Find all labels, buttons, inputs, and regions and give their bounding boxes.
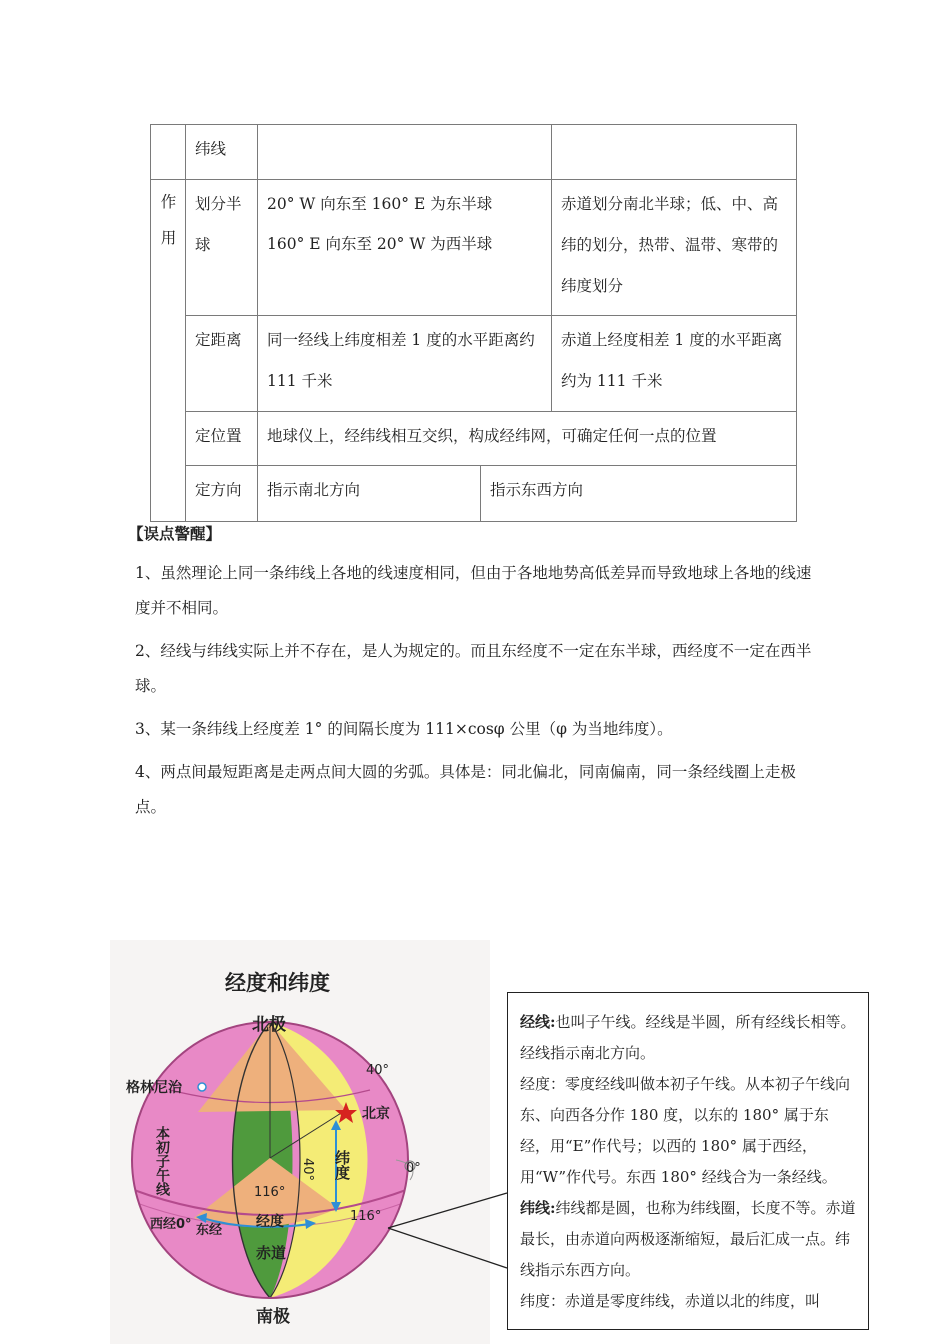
diagram-title: 经度和纬度 [225,971,330,995]
callout-box [507,992,869,1330]
callout-paragraph: 经度：零度经线叫做本初子午线。从本初子午线向东、向西各分作 180 度，以东的 180° 属于东经，用“E”作代号；以西的 180° 属于西经，用“W”作代号。东西 180° 经线合为一条经线。 [520,1075,851,1186]
lat-40-label: 40° [366,1063,390,1078]
callout-paragraph: 经线:也叫子午线。经线是半圆，所有经线长相等。经线指示南北方向。 [520,1013,856,1062]
note-item: 3、某一条纬线上经度差 1° 的间隔长度为 111×cosφ 公里（φ 为当地纬度）。 [135,720,673,738]
prime-meridian-label: 本初子午线 [154,1126,170,1196]
direction-longitude-cell: 指示南北方向 [258,466,481,521]
lon-116-label: 116° [254,1185,286,1200]
globe-diagram [110,940,490,1344]
table-row [151,412,797,466]
divide-longitude-line2: 160° E 向东至 20° W 为西半球 [267,235,493,253]
lat-40-vertical-label: 40° [300,1158,315,1182]
table-row [151,316,797,412]
table-row [151,180,797,316]
note-item: 2、经线与纬线实际上并不存在，是人为规定的。而且东经度不一定在东半球，西经度不一定在西半球。 [135,642,812,695]
callout-paragraph: 纬度：赤道是零度纬线，赤道以北的纬度，叫 [520,1292,821,1310]
distance-longitude-cell: 同一经线上纬度相差 1 度的水平距离约 111 千米 [258,316,552,412]
row-distance-label: 定距离 [186,316,258,412]
greenwich-label: 格林尼治 [126,1080,182,1096]
divide-longitude-line1: 20° W 向东至 160° E 为东半球 [267,195,493,213]
divide-longitude-cell [258,180,552,316]
row-latitude-label: 纬线 [186,125,258,180]
south-pole-label: 南极 [256,1307,290,1327]
group-label: 作用 [151,180,186,522]
equator-word-label: 赤道 [256,1244,287,1262]
east-lon-label: 东经 [196,1223,223,1238]
zero-label: 0° [406,1161,421,1176]
divide-latitude-cell: 赤道划分南北半球；低、中、高纬的划分，热带、温带、寒带的纬度划分 [552,180,797,316]
longitude-word-label: 经度 [256,1214,284,1230]
lon-116-edge-label: 116° [350,1209,382,1224]
row-position-label: 定位置 [186,412,258,466]
globe-svg [110,940,490,1344]
notes-title: 【误点警醒】 [128,524,222,543]
distance-latitude-cell: 赤道上经度相差 1 度的水平距离约为 111 千米 [552,316,797,412]
row-divide-label: 划分半球 [186,180,258,316]
direction-latitude-cell: 指示东西方向 [490,481,584,499]
callout-term: 纬线: [520,1199,556,1217]
row-direction-label: 定方向 [186,466,258,522]
callout-term: 经线: [520,1013,556,1031]
greenwich-dot-icon [198,1083,206,1091]
north-pole-label: 北极 [252,1015,286,1035]
notes-list [135,556,825,833]
note-item: 4、两点间最短距离是走两点间大圆的劣弧。具体是：同北偏北，同南偏南，同一条经线圈上走极点。 [135,763,796,816]
beijing-label: 北京 [362,1106,390,1122]
position-cell: 地球仪上，经纬线相互交织，构成经纬网，可确定任何一点的位置 [258,412,797,466]
callout-paragraph: 纬线:纬线都是圆，也称为纬线圈，长度不等。赤道最长，由赤道向两极逐渐缩短，最后汇成一点。纬线指示东西方向。 [520,1199,856,1279]
lat-lon-table [150,124,797,522]
table-row [151,125,797,180]
west-lon-label: 西经0° [150,1217,192,1232]
note-item: 1、虽然理论上同一条纬线上各地的线速度相同，但由于各地地势高低差异而导致地球上各地的线速度并不相同。 [135,564,812,617]
table-row [151,466,797,522]
latitude-word-label: 纬度 [333,1150,351,1180]
